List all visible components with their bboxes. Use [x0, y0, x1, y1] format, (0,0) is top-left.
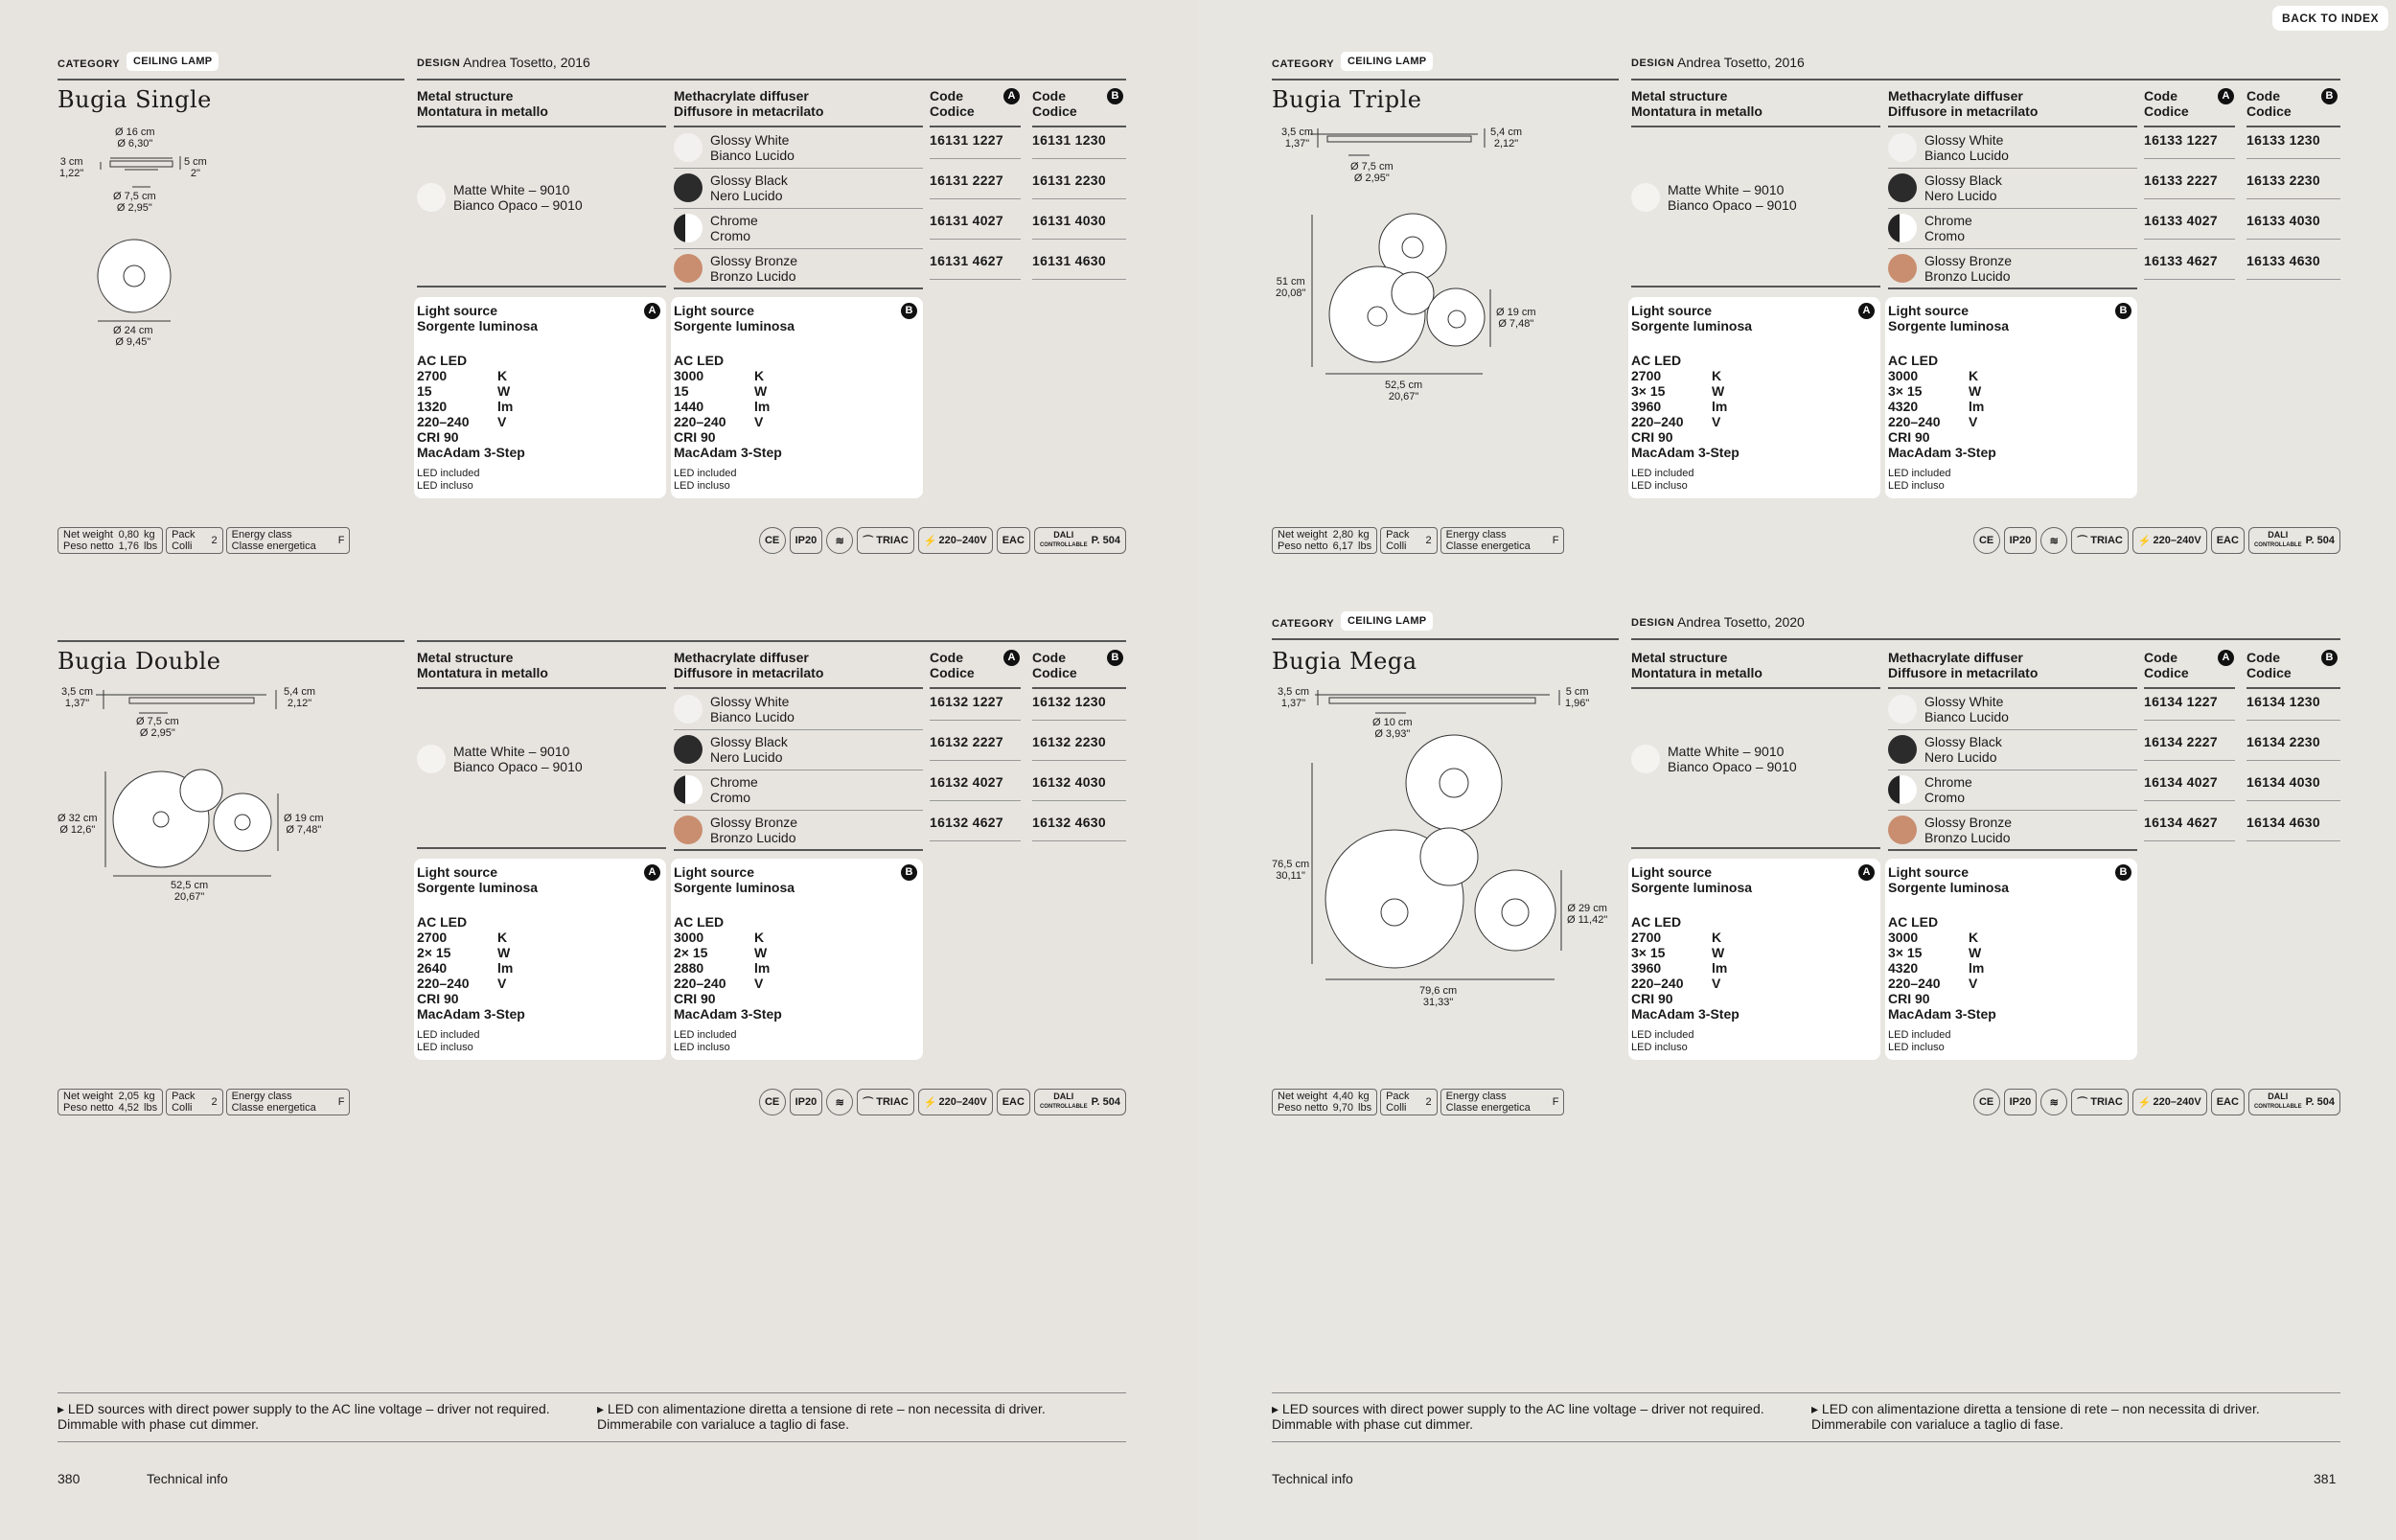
energy-class: Energy class Classe energetica F — [226, 1089, 351, 1115]
design-row: DESIGN Andrea Tosetto, 2020 — [1631, 609, 2340, 640]
dim-right: Ø 29 cm Ø 11,42" — [1567, 903, 1608, 926]
code-b-2: 16134 2230 — [2246, 734, 2320, 749]
code-b-1: 16131 1230 — [1032, 132, 1106, 148]
metal-header: Metal structure Montatura in metallo — [417, 88, 548, 119]
dimmer-icon: ≋ — [2040, 527, 2067, 554]
dimmer-icon: ≋ — [2040, 1089, 2067, 1115]
net-weight: Net weight Peso netto 2,05 4,52 kg lbs — [58, 1089, 163, 1115]
page-number: 380 — [58, 1471, 81, 1486]
product-bugia-mega — [1272, 562, 2340, 1114]
dim-top: Ø 16 cm Ø 6,30" — [115, 126, 155, 149]
ce-icon: CE — [1973, 1089, 2000, 1115]
code-b-3: 16131 4030 — [1032, 213, 1106, 228]
code-b-4: 16131 4630 — [1032, 253, 1106, 268]
code-a-header: Code Codice A — [930, 88, 1021, 119]
code-a-1: 16134 1227 — [2144, 694, 2218, 709]
dim-top-right: 5 cm 1,96" — [1565, 686, 1590, 709]
code-b-header: Code Codice B — [2246, 650, 2340, 680]
note-en: ▸ LED sources with direct power supply to the AC line voltage – driver not required. Dimmable with phase cut dimmer. — [1272, 1401, 1764, 1432]
dali-icon: DALI CONTROLLABLE P. 504 — [2248, 1089, 2340, 1115]
structure-finish: Matte White – 9010 Bianco Opaco – 9010 — [1631, 744, 1797, 774]
page-number: 381 — [2314, 1471, 2337, 1486]
category-row — [58, 611, 404, 642]
right-page — [1198, 0, 2396, 1540]
product-bugia-single — [58, 0, 1126, 552]
code-a-3: 16131 4027 — [930, 213, 1003, 228]
metal-header: Metal structure Montatura in metallo — [1631, 88, 1762, 119]
voltage-icon: ⚡ 220–240V — [918, 1089, 993, 1115]
code-a-3: 16133 4027 — [2144, 213, 2218, 228]
diffuser-glossy-white: Glossy White Bianco Lucido — [674, 690, 923, 728]
dali-icon: DALI CONTROLLABLE P. 504 — [2248, 527, 2340, 554]
product-name: Bugia Mega — [1272, 648, 1417, 675]
code-b-header: Code Codice B — [1032, 88, 1126, 119]
metal-header: Metal structure Montatura in metallo — [417, 650, 548, 680]
code-a-3: 16132 4027 — [930, 774, 1003, 790]
code-a-2: 16132 2227 — [930, 734, 1003, 749]
finish-swatch — [417, 183, 446, 212]
eac-icon: EAC — [997, 527, 1030, 554]
dali-icon: DALI CONTROLLABLE P. 504 — [1034, 1089, 1126, 1115]
code-a-header: Code Codice A — [930, 650, 1021, 680]
code-a-2: 16133 2227 — [2144, 172, 2218, 188]
design-row — [417, 50, 1126, 80]
code-b-2: 16132 2230 — [1032, 734, 1106, 749]
code-a-4: 16134 4627 — [2144, 815, 2218, 830]
code-a-4: 16133 4627 — [2144, 253, 2218, 268]
code-a-4: 16132 4627 — [930, 815, 1003, 830]
note-it: ▸ LED con alimentazione diretta a tensione di rete – non necessita di driver. Dimmerabile con varialuce a taglio di fase. — [1811, 1401, 2260, 1432]
energy-class: Energy class Classe energetica F — [226, 527, 351, 554]
code-a-header: Code Codice A — [2144, 650, 2235, 680]
triac-icon: ⌒ TRIAC — [857, 1089, 914, 1115]
light-source-a: Light source Sorgente luminosa A AC LED 2700 K 15 W 1320 lm 220–240 V CRI 90 MacAdam 3-Step LED included LED incluso — [414, 297, 666, 498]
category-label: CATEGORY — [58, 58, 121, 70]
diffuser-glossy-white: Glossy White Bianco Lucido — [1888, 690, 2137, 728]
triac-icon: ⌒ TRIAC — [857, 527, 914, 554]
info-bar — [1272, 527, 1564, 554]
back-to-index-button[interactable]: BACK TO INDEX — [2272, 6, 2388, 31]
footnotes — [1272, 1392, 2340, 1442]
dim-left: 3 cm 1,22" — [59, 156, 84, 179]
energy-class: Energy class Classe energetica F — [1440, 1089, 1565, 1115]
code-a-1: 16131 1227 — [930, 132, 1003, 148]
voltage-icon: ⚡ 220–240V — [918, 527, 993, 554]
code-b-3: 16133 4030 — [2246, 213, 2320, 228]
light-source-b: Light source Sorgente luminosa B AC LED 3000 K 15 W 1440 lm 220–240 V CRI 90 MacAdam 3-Step LED included LED incluso — [671, 297, 923, 498]
pack-count: Pack Colli 2 — [166, 1089, 223, 1115]
lamp-drawing — [1272, 123, 1559, 410]
note-en: ▸ LED sources with direct power supply to the AC line voltage – driver not required. Dimmable with phase cut dimmer. — [58, 1401, 550, 1432]
design-row — [417, 611, 1126, 642]
triac-icon: ⌒ TRIAC — [2071, 527, 2129, 554]
product-name: Bugia Triple — [1272, 86, 1422, 113]
dim-bottom: 79,6 cm 31,33" — [1419, 985, 1458, 1008]
ce-icon: CE — [759, 527, 786, 554]
ip20-icon: IP20 — [2004, 527, 2038, 554]
code-a-2: 16131 2227 — [930, 172, 1003, 188]
code-b-4: 16134 4630 — [2246, 815, 2320, 830]
eac-icon: EAC — [997, 1089, 1030, 1115]
diffuser-glossy-white: Glossy White Bianco Lucido — [674, 128, 923, 167]
code-a-3: 16134 4027 — [2144, 774, 2218, 790]
dim-top-left: 3,5 cm 1,37" — [61, 686, 94, 709]
diffuser-chrome: Chrome Cromo — [674, 209, 923, 247]
ip20-icon: IP20 — [790, 1089, 823, 1115]
ce-icon: CE — [759, 1089, 786, 1115]
diffuser-glossy-bronze: Glossy Bronze Bronzo Lucido — [674, 811, 923, 849]
dim-small: Ø 10 cm Ø 3,93" — [1372, 717, 1413, 740]
code-b-4: 16132 4630 — [1032, 815, 1106, 830]
diffuser-glossy-white: Glossy White Bianco Lucido — [1888, 128, 2137, 167]
design-label: DESIGN — [417, 57, 461, 69]
structure-finish: Matte White – 9010 Bianco Opaco – 9010 — [1631, 182, 1797, 213]
info-bar — [58, 527, 350, 554]
dim-top-left: 3,5 cm 1,37" — [1281, 126, 1314, 149]
eac-icon: EAC — [2211, 1089, 2245, 1115]
energy-class: Energy class Classe energetica F — [1440, 527, 1565, 554]
ce-icon: CE — [1973, 527, 2000, 554]
cert-bar — [1973, 1089, 2340, 1115]
diffuser-header: Methacrylate diffuser Diffusore in metacrilato — [674, 88, 824, 119]
light-source-a: Light source Sorgente luminosa A AC LED 2700 K 2× 15 W 2640 lm 220–240 V CRI 90 MacAdam 3-Step LED included LED incluso — [414, 859, 666, 1060]
voltage-icon: ⚡ 220–240V — [2132, 527, 2207, 554]
dim-right: Ø 19 cm Ø 7,48" — [284, 813, 324, 836]
diffuser-glossy-black: Glossy Black Nero Lucido — [1888, 730, 2137, 769]
eac-icon: EAC — [2211, 527, 2245, 554]
dim-top-right: 5,4 cm 2,12" — [284, 686, 316, 709]
voltage-icon: ⚡ 220–240V — [2132, 1089, 2207, 1115]
ip20-icon: IP20 — [2004, 1089, 2038, 1115]
dali-icon: DALI CONTROLLABLE P. 504 — [1034, 527, 1126, 554]
info-bar — [58, 1089, 350, 1115]
product-name: Bugia Single — [58, 86, 212, 113]
dim-small: Ø 7,5 cm Ø 2,95" — [113, 191, 156, 214]
code-b-2: 16131 2230 — [1032, 172, 1106, 188]
category-row: CATEGORY CEILING LAMP — [1272, 609, 1619, 640]
dim-top-right: 5,4 cm 2,12" — [1490, 126, 1523, 149]
diffuser-glossy-black: Glossy Black Nero Lucido — [674, 169, 923, 207]
light-source-b: Light source Sorgente luminosa B AC LED 3000 K 3× 15 W 4320 lm 220–240 V CRI 90 MacAdam 3-Step LED included LED incluso — [1885, 297, 2137, 498]
code-b-1: 16132 1230 — [1032, 694, 1106, 709]
diffuser-header: Methacrylate diffuser Diffusore in metacrilato — [1888, 88, 2039, 119]
diffuser-glossy-bronze: Glossy Bronze Bronzo Lucido — [674, 249, 923, 287]
footnotes — [58, 1392, 1126, 1442]
dim-right: Ø 19 cm Ø 7,48" — [1496, 307, 1536, 330]
code-a-1: 16133 1227 — [2144, 132, 2218, 148]
lamp-drawing — [58, 120, 288, 359]
code-b-1: 16133 1230 — [2246, 132, 2320, 148]
structure-finish: Matte White – 9010 Bianco Opaco – 9010 — [417, 744, 583, 774]
category-row: CATEGORY CEILING LAMP — [1272, 50, 1619, 80]
dim-top-left: 3,5 cm 1,37" — [1278, 686, 1310, 709]
light-source-b: Light source Sorgente luminosa B AC LED 3000 K 2× 15 W 2880 lm 220–240 V CRI 90 MacAdam 3-Step LED included LED incluso — [671, 859, 923, 1060]
product-name: Bugia Double — [58, 648, 221, 675]
dim-bottom: Ø 24 cm Ø 9,45" — [113, 325, 153, 348]
info-bar — [1272, 1089, 1564, 1115]
code-a-4: 16131 4627 — [930, 253, 1003, 268]
triac-icon: ⌒ TRIAC — [2071, 1089, 2129, 1115]
section-title: Technical info — [1272, 1471, 1353, 1486]
dimension-drawing — [1272, 123, 1559, 402]
cert-bar — [759, 527, 1126, 554]
product-bugia-double — [58, 562, 1126, 1114]
structure-finish: Matte White – 9010 Bianco Opaco – 9010 — [417, 182, 583, 213]
cert-bar — [759, 1089, 1126, 1115]
net-weight: Net weight Peso netto 0,80 1,76 kg lbs — [58, 527, 163, 554]
metal-header: Metal structure Montatura in metallo — [1631, 650, 1762, 680]
diffuser-glossy-black: Glossy Black Nero Lucido — [674, 730, 923, 769]
dim-left: 76,5 cm 30,11" — [1272, 859, 1310, 882]
product-bugia-triple — [1272, 0, 2340, 552]
code-a-1: 16132 1227 — [930, 694, 1003, 709]
code-b-header: Code Codice B — [1032, 650, 1126, 680]
dimension-drawing — [58, 680, 345, 920]
light-source-a: Light source Sorgente luminosa A AC LED 2700 K 3× 15 W 3960 lm 220–240 V CRI 90 MacAdam 3-Step LED included LED incluso — [1628, 859, 1880, 1060]
diffuser-glossy-black: Glossy Black Nero Lucido — [1888, 169, 2137, 207]
ip20-icon: IP20 — [790, 527, 823, 554]
note-it: ▸ LED con alimentazione diretta a tensione di rete – non necessita di driver. Dimmerabile con varialuce a taglio di fase. — [597, 1401, 1046, 1432]
diffuser-chrome: Chrome Cromo — [1888, 770, 2137, 809]
diffuser-chrome: Chrome Cromo — [1888, 209, 2137, 247]
code-a-header: Code Codice A — [2144, 88, 2235, 119]
dimension-drawing — [58, 120, 288, 359]
code-a-2: 16134 2227 — [2144, 734, 2218, 749]
code-b-header: Code Codice B — [2246, 88, 2340, 119]
diffuser-header: Methacrylate diffuser Diffusore in metacrilato — [1888, 650, 2039, 680]
dimmer-icon: ≋ — [826, 1089, 853, 1115]
pack-count: Pack Colli 2 — [1380, 527, 1438, 554]
category-row — [58, 50, 404, 80]
section-title: Technical info — [147, 1471, 228, 1486]
code-b-3: 16132 4030 — [1032, 774, 1106, 790]
code-b-4: 16133 4630 — [2246, 253, 2320, 268]
code-b-1: 16134 1230 — [2246, 694, 2320, 709]
diffuser-glossy-bronze: Glossy Bronze Bronzo Lucido — [1888, 811, 2137, 849]
dimmer-icon: ≋ — [826, 527, 853, 554]
light-source-b: Light source Sorgente luminosa B AC LED 3000 K 3× 15 W 4320 lm 220–240 V CRI 90 MacAdam 3-Step LED included LED incluso — [1885, 859, 2137, 1060]
code-b-3: 16134 4030 — [2246, 774, 2320, 790]
pack-count: Pack Colli 2 — [1380, 1089, 1438, 1115]
dim-right: 5 cm 2" — [184, 156, 207, 179]
code-b-2: 16133 2230 — [2246, 172, 2320, 188]
category-pill: CEILING LAMP — [127, 52, 219, 71]
dim-small: Ø 7,5 cm Ø 2,95" — [136, 716, 179, 739]
dimension-drawing — [1272, 680, 1617, 1045]
light-source-a: Light source Sorgente luminosa A AC LED 2700 K 3× 15 W 3960 lm 220–240 V CRI 90 MacAdam 3-Step LED included LED incluso — [1628, 297, 1880, 498]
net-weight: Net weight Peso netto 2,80 6,17 kg lbs — [1272, 527, 1377, 554]
diffuser-chrome: Chrome Cromo — [674, 770, 923, 809]
dim-left: Ø 32 cm Ø 12,6" — [58, 813, 98, 836]
diffuser-glossy-bronze: Glossy Bronze Bronzo Lucido — [1888, 249, 2137, 287]
net-weight: Net weight Peso netto 4,40 9,70 kg lbs — [1272, 1089, 1377, 1115]
pack-count: Pack Colli 2 — [166, 527, 223, 554]
diffuser-header: Methacrylate diffuser Diffusore in metacrilato — [674, 650, 824, 680]
dim-bottom: 52,5 cm 20,67" — [1385, 379, 1423, 402]
design-row: DESIGN Andrea Tosetto, 2016 — [1631, 50, 2340, 80]
cert-bar — [1973, 527, 2340, 554]
dim-bottom: 52,5 cm 20,67" — [171, 880, 209, 903]
designer: Andrea Tosetto, 2016 — [463, 55, 590, 70]
dim-left: 51 cm 20,08" — [1276, 276, 1306, 299]
dim-small: Ø 7,5 cm Ø 2,95" — [1350, 161, 1394, 184]
